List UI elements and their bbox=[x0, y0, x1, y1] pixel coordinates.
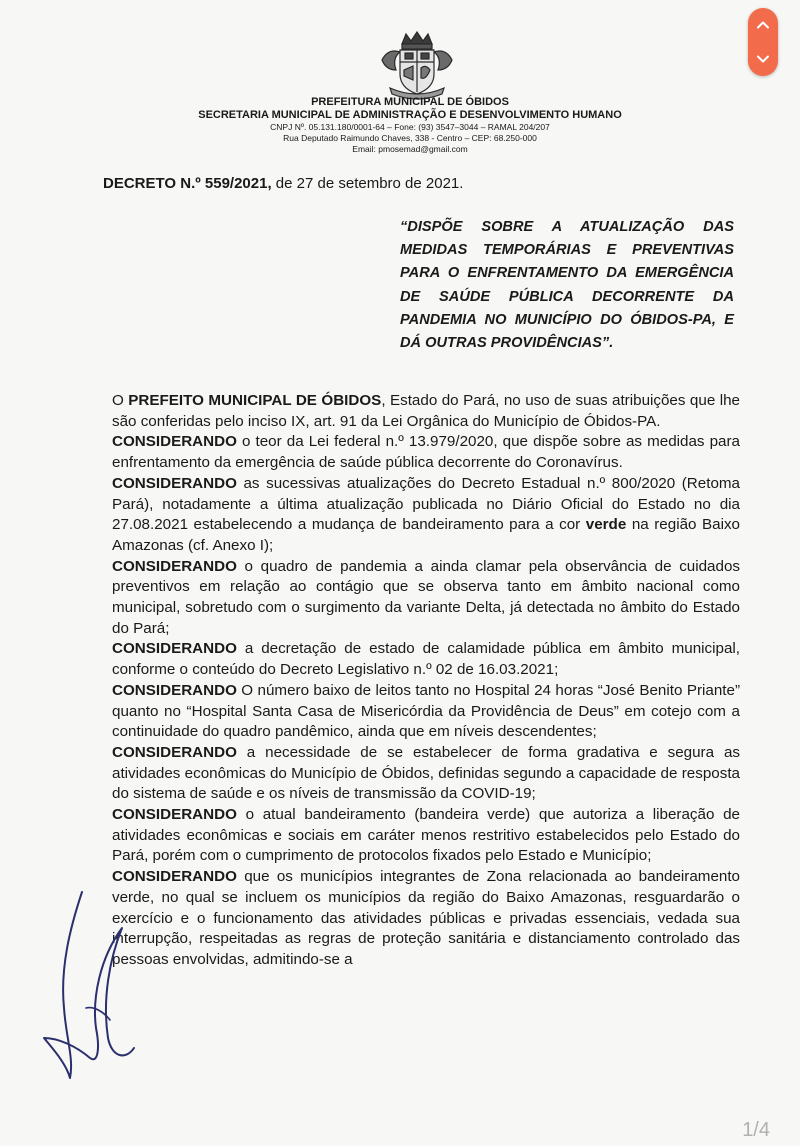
chevron-up-icon bbox=[756, 18, 770, 32]
considerando-text: o quadro de pandemia a ainda clamar pela observância de cuidados preventivos em relação ao contágio que se observa tanto em âmbito nacional como municipal, sobretudo com o surgimento da variante Delta, já detectada no âmbito do Estado do Pará; bbox=[112, 557, 740, 637]
considerando-text: as sucessivas atualizações do Decreto Estadual n.º 800/2020 (Retoma Pará), notadamente a última atualização publicada no Diário Oficial do Estado no dia 27.08.2021 estabelecendo a mudança de bandeiramento para a cor bbox=[112, 474, 740, 534]
preamble-authority: PREFEITO MUNICIPAL DE ÓBIDOS bbox=[128, 392, 382, 409]
considerando-1 bbox=[112, 432, 740, 473]
considerando-label: CONSIDERANDO bbox=[112, 806, 237, 824]
considerando-text: o teor da Lei federal n.º 13.979/2020, que dispõe sobre as medidas para enfrentamento da emergência de saúde pública decorrente do Coronavírus. bbox=[112, 433, 740, 472]
considerando-4 bbox=[112, 639, 740, 680]
considerando-text-tail: na região Baixo Amazonas (cf. Anexo I); bbox=[112, 516, 740, 554]
handwritten-signature-icon bbox=[30, 888, 140, 1088]
considerando-3 bbox=[112, 557, 740, 640]
considerando-label: CONSIDERANDO bbox=[112, 743, 237, 761]
considerando-8 bbox=[112, 867, 740, 971]
previous-page-button[interactable] bbox=[748, 10, 778, 40]
considerando-text: O número baixo de leitos tanto no Hospital 24 horas “José Benito Priante” quanto no “Hospital Santa Casa de Misericórdia da Providência de Deus” em cotejo com a continuidade do quadro pandêmico, ainda que em níveis descendentes; bbox=[112, 681, 740, 741]
considerando-label: CONSIDERANDO bbox=[112, 681, 237, 699]
decree-body bbox=[112, 391, 740, 971]
considerando-label: CONSIDERANDO bbox=[112, 557, 237, 575]
contact-address: Rua Deputado Raimundo Chaves, 338 - Centro – CEP: 68.250-000 bbox=[283, 133, 537, 143]
considerando-text: que os municípios integrantes de Zona relacionada ao bandeiramento verde, no qual se incluem os municípios da região do Baixo Amazonas, resguardarão o exercício e o funcionamento das atividades públicas e privadas essenciais, vedada sua interrupção, respeitadas as regras de proteção sanitária e distanciamento controlado das pessoas envolvidas, admitindo-se a bbox=[112, 868, 740, 968]
page-number: 1/4 bbox=[742, 1119, 770, 1141]
considerando-text: o atual bandeiramento (bandeira verde) que autoriza a liberação de atividades econômicas e sociais em caráter menos restritivo estabelecidos pelo Estado do Pará, porém com o cumprimento de protocolos fixados pelo Estado e Município; bbox=[112, 806, 740, 865]
considerando-label: CONSIDERANDO bbox=[112, 868, 237, 886]
flag-color: verde bbox=[585, 516, 627, 534]
decree-number: DECRETO N.º 559/2021, bbox=[103, 175, 272, 192]
institution-name: PREFEITURA MUNICIPAL DE ÓBIDOS bbox=[311, 96, 509, 108]
considerando-5 bbox=[112, 681, 740, 743]
preamble-text: , Estado do Pará, no uso de suas atribuições que lhe são conferidas pelo inciso IX, art. 91 da Lei Orgânica do Município de Óbidos-PA. bbox=[112, 392, 740, 430]
preamble-lead: O bbox=[112, 392, 129, 409]
considerando-2 bbox=[112, 474, 740, 557]
preamble bbox=[112, 391, 740, 432]
coat-of-arms-icon bbox=[378, 30, 456, 100]
decree-date: de 27 de setembro de 2021. bbox=[271, 175, 464, 192]
decree-summary: “DISPÕE SOBRE A ATUALIZAÇÃO DAS MEDIDAS TEMPORÁRIAS E PREVENTIVAS PARA O ENFRENTAMENTO DA EMERGÊNCIA DE SAÚDE PÚBLICA DECORRENTE DA PANDEMIA NO MUNICÍPIO DO ÓBIDOS-PA, E DÁ OUTRAS PROVIDÊNCIAS”. bbox=[400, 219, 734, 352]
chevron-down-icon bbox=[756, 52, 770, 66]
contact-cnpj-phone: CNPJ Nº. 05.131.180/0001-64 – Fone: (93) 3547–3044 – RAMAL 204/207 bbox=[270, 122, 550, 132]
next-page-button[interactable] bbox=[748, 44, 778, 74]
considerando-7 bbox=[112, 805, 740, 867]
page-navigation bbox=[748, 8, 778, 76]
considerando-6 bbox=[112, 743, 740, 805]
considerando-label: CONSIDERANDO bbox=[112, 474, 237, 492]
considerando-label: CONSIDERANDO bbox=[112, 640, 237, 658]
considerando-text: a necessidade de se estabelecer de forma gradativa e segura as atividades econômicas do Município de Óbidos, definidas segundo a capacidade de resposta do sistema de saúde e os níveis de transmissão da COVID-19; bbox=[112, 743, 740, 803]
contact-email: Email: pmosemad@gmail.com bbox=[352, 144, 468, 154]
considerando-label: CONSIDERANDO bbox=[112, 433, 237, 451]
considerando-text: a decretação de estado de calamidade pública em âmbito municipal, conforme o conteúdo do Decreto Legislativo n.º 02 de 16.03.2021; bbox=[112, 640, 740, 679]
secretariat-name: SECRETARIA MUNICIPAL DE ADMINISTRAÇÃO E DESENVOLVIMENTO HUMANO bbox=[198, 109, 622, 121]
decree-title bbox=[103, 175, 463, 192]
